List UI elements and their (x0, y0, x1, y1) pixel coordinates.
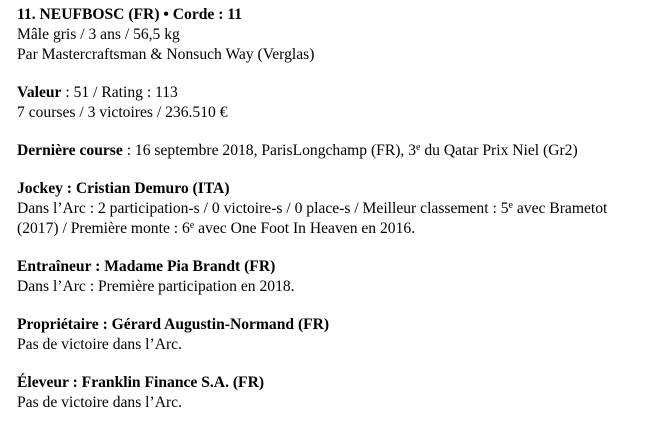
horse-identity-section (17, 5, 642, 65)
jockey-heading: Jockey : Cristian Demuro (ITA) (17, 180, 230, 197)
entraineur-text: Dans l’Arc : Première participation en 2018. (17, 278, 295, 295)
jockey-ordinal-1: e (508, 200, 513, 211)
jockey-text-part2: avec Brametot (2017) / Première monte : 6 (17, 200, 608, 237)
eleveur-heading: Éleveur : Franklin Finance S.A. (FR) (17, 374, 265, 391)
horse-profile-document (17, 5, 642, 431)
eleveur-section (17, 373, 642, 413)
valeur-record: 7 courses / 3 victoires / 236.510 € (17, 104, 228, 121)
proprietaire-section (17, 315, 642, 355)
derniere-course-line (17, 141, 642, 161)
eleveur-text: Pas de victoire dans l’Arc. (17, 394, 182, 411)
horse-header: 11. NEUFBOSC (FR) • Corde : 11 (17, 6, 243, 23)
horse-details: Mâle gris / 3 ans / 56,5 kg (17, 26, 180, 43)
jockey-text-part3: avec One Foot In Heaven en 2016. (194, 220, 416, 237)
derniere-course-label: Dernière course (17, 142, 123, 159)
valeur-label: Valeur (17, 84, 62, 101)
entraineur-section (17, 257, 642, 297)
derniere-course-ordinal: e (416, 142, 421, 153)
proprietaire-heading: Propriétaire : Gérard Augustin-Normand (FR) (17, 316, 330, 333)
derniere-course-section (17, 141, 642, 161)
proprietaire-text: Pas de victoire dans l’Arc. (17, 336, 182, 353)
entraineur-heading: Entraîneur : Madame Pia Brandt (FR) (17, 258, 276, 275)
derniere-course-race: du Qatar Prix Niel (Gr2) (420, 142, 578, 159)
jockey-text (17, 199, 642, 239)
valeur-rating: : 51 / Rating : 113 (61, 84, 178, 101)
jockey-text-part1: Dans l’Arc : 2 participation-s / 0 victoire-s / 0 place-s / Meilleur classement : 5 (17, 200, 509, 217)
horse-pedigree: Par Mastercraftsman & Nonsuch Way (Verglas) (17, 46, 315, 63)
jockey-ordinal-2: e (189, 220, 195, 231)
valeur-line (17, 83, 642, 103)
jockey-section (17, 179, 642, 239)
derniere-course-text: : 16 septembre 2018, ParisLongchamp (FR), 3 (122, 142, 417, 159)
valeur-section (17, 83, 642, 123)
